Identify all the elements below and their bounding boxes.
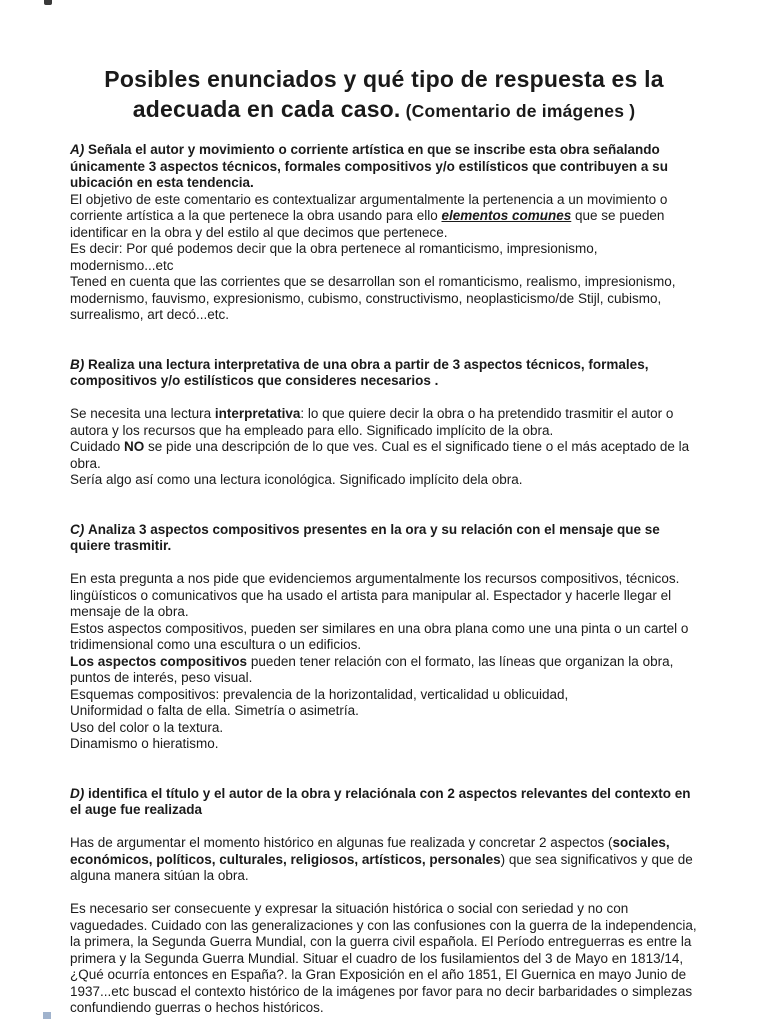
page-title-suffix: (Comentario de imágenes ) (400, 101, 636, 121)
scan-artifact-bottom (43, 1012, 51, 1019)
text-run: Tened en cuenta que las corrientes que se desarrollan son el romanticismo, realismo, impresionismo, modernismo, fauvismo, expresionismo, cubismo, constructivismo, neoplasticismo/de Stijl, cubismo, surrealismo, art decó...etc. (70, 274, 676, 322)
document-body (70, 142, 698, 1017)
text-run: Sería algo así como una lectura iconológica. Significado implícito dela obra. (70, 472, 523, 487)
paragraph (70, 654, 698, 687)
scan-artifact-top (44, 0, 52, 5)
page-title (70, 64, 698, 126)
page-title-main: Posibles enunciados y qué tipo de respuesta es la adecuada en cada caso. (104, 66, 664, 122)
text-run: Estos aspectos compositivos, pueden ser similares en una obra plana como une una pinta o un cartel o tridimensional como una escultura o un edificios. (70, 620, 689, 652)
section-heading (70, 522, 698, 555)
text-run: D) (70, 785, 88, 801)
section-heading (70, 357, 698, 390)
paragraph (70, 901, 698, 1017)
paragraph (70, 703, 698, 720)
text-run: B) (70, 356, 88, 372)
text-run: Analiza 3 aspectos compositivos presentes en la ora y su relación con el mensaje que se quiere trasmitir. (70, 521, 660, 553)
text-run: El objetivo de este comentario es contextualizar argumentalmente la pertenencia a un movimiento o corriente artística a la que pertenece la obra usando para ello (70, 191, 668, 223)
text-run: Los aspectos compositivos (70, 653, 248, 669)
text-run: Se necesita una lectura (70, 406, 215, 421)
text-run: NO (124, 439, 145, 454)
paragraph (70, 274, 698, 324)
text-run: se pide una descripción de lo que ves. Cual es el significado tiene o el más aceptado de la obra. (70, 439, 690, 471)
paragraph (70, 406, 698, 439)
text-run: identifica el título y el autor de la obra y relaciónala con 2 aspectos relevantes del contexto en el auge fue realizada (70, 785, 691, 817)
text-run: Uso del color o la textura. (70, 719, 224, 735)
paragraph (70, 720, 698, 737)
text-run: elementos comunes (441, 208, 572, 223)
text-run: Es necesario ser consecuente y expresar la situación histórica o social con seriedad y no con vaguedades. Cuidado con las generalizaciones y con las confusiones con la guerra de la independencia, la primera, la Segunda Guerra Mundial, con la guerra civil española. El Período entreguerras es entre la primera y la Segunda Guerra Mundial. Situar el cuadro de los fusilamientos del 3 de Mayo en 1813/14, ¿Qué ocurría entonces en España?. la Gran Exposición en el año 1851, El Guernica en mayo Junio de 1937...etc buscad el contexto histórico de la imágenes por favor para no decir barbaridades o simplezas confundiendo guerras o hechos históricos. (70, 901, 697, 1015)
text-run: A) (70, 142, 88, 157)
text-run: En esta pregunta a nos pide que evidenciemos argumentalmente los recursos compositivos, técnicos. lingüísticos o comunicativos que ha usado el artista para manipular al. Espectador y hacerle llegar el mensaje de la obra. (70, 571, 680, 619)
text-run: que se pueden identificar en la obra y del estilo al que decimos que pertenece. (70, 208, 665, 240)
paragraph (70, 687, 698, 704)
paragraph (70, 736, 698, 753)
paragraph (70, 472, 698, 489)
text-run: Cuidado (70, 439, 125, 454)
paragraph (70, 439, 698, 472)
text-run: Uniformidad o falta de ella. Simetría o asimetría. (70, 703, 359, 718)
paragraph (70, 621, 698, 654)
text-run: sociales, económicos, políticos, culturales, religiosos, artísticos, personales (70, 835, 670, 867)
paragraph (70, 241, 698, 274)
paragraph (70, 192, 698, 242)
text-run: Es decir: Por qué podemos decir que la obra pertenece al romanticismo, impresionismo, modernismo...etc (70, 241, 598, 273)
text-run: Has de argumentar el momento histórico en algunas fue realizada y concretar 2 aspectos ( (70, 835, 613, 850)
text-run: : lo que quiere decir la obra o ha pretendido trasmitir el autor o autora y los recursos que ha empleado para ello. Significado implícito de la obra. (70, 406, 674, 438)
paragraph (70, 571, 698, 621)
text-run: Señala el autor y movimiento o corriente artística en que se inscribe esta obra señalando únicamente 3 aspectos técnicos, formales compositivos y/o estilísticos que contribuyen a su ubicación en esta tendencia. (70, 142, 668, 190)
text-run: pueden tener relación con el formato, las líneas que organizan la obra, puntos de interés, peso visual. (70, 653, 674, 685)
text-run: Dinamismo o hieratismo. (70, 736, 219, 751)
section-heading (70, 786, 698, 819)
text-run: Esquemas compositivos: prevalencia de la horizontalidad, verticalidad u oblicuidad, (70, 686, 569, 702)
text-run: interpretativa (214, 406, 301, 421)
section-heading (70, 142, 698, 192)
text-run: C) (70, 521, 88, 537)
text-run: ) que sea significativos y que de alguna manera sitúan la obra. (70, 851, 693, 883)
paragraph (70, 835, 698, 885)
text-run: Realiza una lectura interpretativa de una obra a partir de 3 aspectos técnicos, formales, compositivos y/o estilísticos que consideres necesarios . (70, 356, 649, 388)
